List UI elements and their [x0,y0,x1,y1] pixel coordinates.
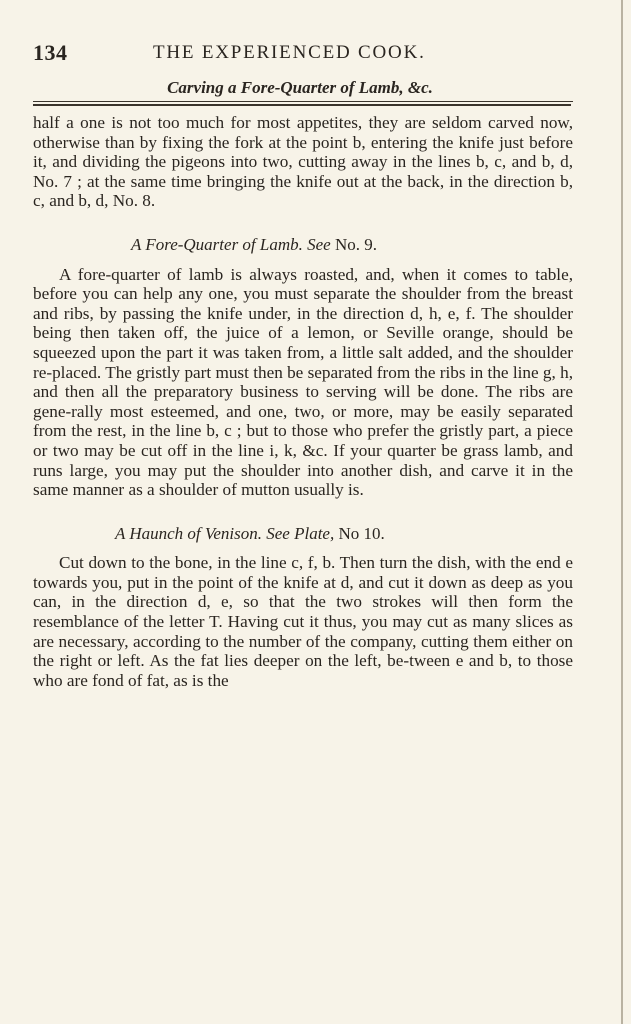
paragraph-pigeons-continued: half a one is not too much for most appetites, they are seldom carved now, otherwise than by fixing the fork at the point b, entering the knife just before it, and dividing the pigeons into two, cutting away in the lines b, c, and b, d, No. 7 ; at the same time bringing the knife out at the back, in the direction b, c, and b, d, No. 8. [33,113,573,211]
heading-fore-quarter-title: A Fore-Quarter of Lamb. See [131,234,331,254]
heading-haunch-venison [33,524,573,544]
paragraph-fore-quarter-lamb: A fore-quarter of lamb is always roasted, and, when it comes to table, before you can help any one, you must separate the shoulder from the breast and ribs, by passing the knife under, in the direction d, h, e, f. The shoulder being then taken off, the juice of a lemon, or Seville orange, should be squeezed upon the part it was taken from, a little salt added, and the shoulder re-placed. The gristly part must then be separated from the ribs in the line g, h, and then all the preparatory business to serving will be done. The ribs are gene-rally most esteemed, and one, two, or more, may be easily separated from the rest, in the line b, c ; but to those who prefer the gristly part, a piece or two may be cut off in the line i, k, &c. If your quarter be grass lamb, and runs large, you may put the shoulder into another dish, and carve it in the same manner as a shoulder of mutton usually is. [33,264,573,500]
heading-fore-quarter-ref: No. 9. [334,234,378,254]
heading-haunch-title: A Haunch of Venison. See Plate, [115,523,335,543]
running-title: THE EXPERIENCED COOK. [153,42,426,63]
heading-haunch-ref: No 10. [338,523,385,543]
page-number: 134 [33,40,68,65]
divider-rule-thick [33,104,571,106]
paragraph-haunch-venison: Cut down to the bone, in the line c, f, b. Then turn the dish, with the end e towards you, put in the point of the knife at d, and cut it down as deep as you can, in the direction d, e, so that the two strokes will then form the resemblance of the letter T. Having cut it thus, you may cut as many slices as are necessary, according to the number of the company, cutting them either on the right or left. As the fat lies deeper on the left, be-tween e and b, to those who are fond of fat, as is the [33,553,573,690]
section-subhead: Carving a Fore-Quarter of Lamb, &c. [167,78,433,97]
divider-rule-thin [33,101,573,102]
heading-fore-quarter-lamb [33,235,573,255]
page-edge-line [621,0,623,1024]
running-head [33,40,593,66]
body-text [33,113,573,690]
